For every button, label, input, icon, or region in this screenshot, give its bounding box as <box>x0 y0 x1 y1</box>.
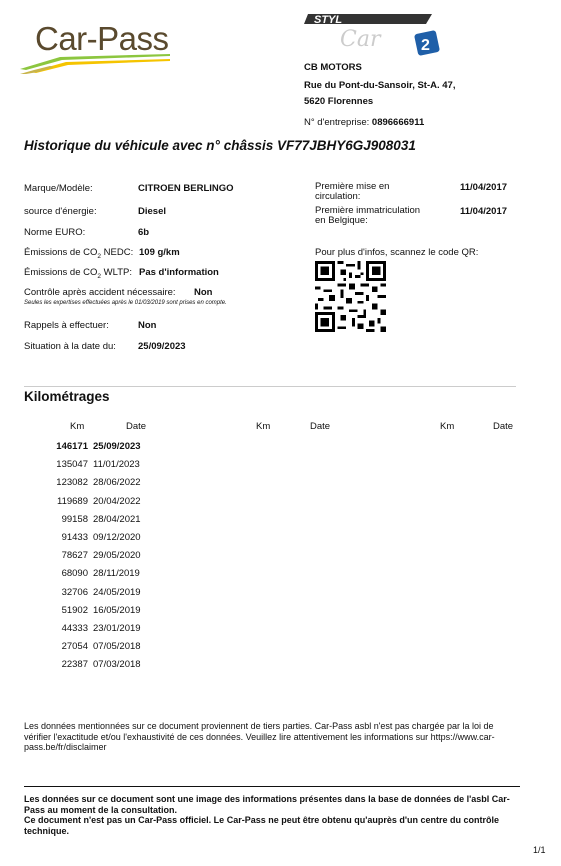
company-registration <box>304 117 424 128</box>
qr-code[interactable] <box>315 261 386 332</box>
row-km: 146171 <box>56 441 88 452</box>
col-header-date-1: Date <box>126 421 147 432</box>
table-row <box>0 441 200 459</box>
disclaimer-official: Ce document n'est pas un Car-Pass officiel. Le Car-Pass ne peut être obtenu qu'auprès d'un centre du contrôle technique. <box>24 815 500 836</box>
col-header-date-2: Date <box>310 421 331 432</box>
situation-label: Situation à la date du: <box>24 341 116 352</box>
col-header-date-3: Date <box>493 421 514 432</box>
row-km: 44333 <box>61 623 88 634</box>
rappels-label: Rappels à effectuer: <box>24 320 109 331</box>
premiere-immat-value: 11/04/2017 <box>460 206 508 217</box>
nedc-label-sub: 2 <box>97 252 102 260</box>
svg-text:STYL: STYL <box>314 14 343 26</box>
row-date: 28/11/2019 <box>93 568 140 580</box>
premiere-mise-value: 11/04/2017 <box>460 182 508 193</box>
table-row <box>0 641 200 659</box>
row-date: 07/05/2018 <box>93 641 141 653</box>
table-row <box>0 568 200 586</box>
row-km: 78627 <box>61 550 88 562</box>
table-row <box>0 496 200 514</box>
controle-value: Non <box>194 287 213 298</box>
company-reg-label: N° d'entreprise: <box>304 117 370 128</box>
kilometrages-title: Kilométrages <box>24 389 110 404</box>
row-date: 28/04/2021 <box>93 513 141 525</box>
qr-label: Pour plus d'infos, scannez le code QR: <box>315 247 479 258</box>
row-km: 68090 <box>61 568 88 580</box>
nedc-value: 109 g/km <box>139 247 180 258</box>
table-row <box>0 532 200 550</box>
company-name: CB MOTORS <box>304 62 362 73</box>
row-date: 28/06/2022 <box>93 477 141 489</box>
controle-note: Seules les expertises effectuées après le 01/03/2019 sont prises en compte. <box>24 300 227 306</box>
row-km: 99158 <box>61 513 88 525</box>
table-row <box>0 459 200 477</box>
row-date: 16/05/2019 <box>93 604 141 616</box>
page-title: Historique du véhicule avec n° châssis VF77JBHY6GJ908031 <box>24 138 416 153</box>
euro-label: Norme EURO: <box>24 227 86 238</box>
disclaimer-database: Les données sur ce document sont une image des informations présentes dans la base de données de l'asbl Car-Pass au moment de la consultation. <box>24 794 510 815</box>
premiere-mise-label-line-2: circulation: <box>315 191 361 202</box>
premiere-mise-label-line-1: Première mise en <box>315 181 390 192</box>
row-km: 91433 <box>61 532 88 543</box>
section-divider <box>24 386 516 387</box>
row-date: 20/04/2022 <box>93 495 141 507</box>
table-row <box>0 514 200 532</box>
row-km: 119689 <box>57 495 88 507</box>
company-address-line-2: 5620 Florennes <box>304 96 374 107</box>
marque-label: Marque/Modèle: <box>24 183 93 194</box>
company-address-line-1: Rue du Pont-du-Sansoir, St-A. 47, <box>304 80 456 91</box>
row-date: 09/12/2020 <box>93 532 141 543</box>
styl-car-logo-icon <box>300 12 450 56</box>
row-date: 11/01/2023 <box>93 459 140 471</box>
wltp-label <box>24 267 132 280</box>
table-row <box>0 659 200 677</box>
premiere-immat-label-line-2: en Belgique: <box>315 215 368 226</box>
nedc-label-pre: Émissions de CO <box>24 247 98 258</box>
nedc-label-post: NEDC: <box>101 247 134 258</box>
table-row <box>0 477 200 495</box>
row-date: 29/05/2020 <box>93 550 141 562</box>
row-km: 32706 <box>61 586 88 598</box>
row-km: 22387 <box>61 659 88 671</box>
svg-text:Car: Car <box>340 27 381 52</box>
premiere-immat-label <box>315 206 420 226</box>
row-km: 135047 <box>56 459 88 471</box>
energie-value: Diesel <box>138 206 166 217</box>
nedc-label <box>24 247 133 260</box>
marque-value: CITROEN BERLINGO <box>138 183 234 194</box>
carpass-logo-text: Car-Pass <box>35 20 169 57</box>
svg-text:2: 2 <box>421 37 430 54</box>
row-date: 24/05/2019 <box>93 586 141 598</box>
table-row <box>0 550 200 568</box>
rappels-value: Non <box>138 320 157 331</box>
wltp-label-post: WLTP: <box>101 267 132 278</box>
col-header-km-2: Km <box>256 421 271 432</box>
energie-label: source d'énergie: <box>24 206 97 217</box>
euro-value: 6b <box>138 227 150 238</box>
wltp-value: Pas d'information <box>139 267 219 278</box>
premiere-immat-label-line-1: Première immatriculation <box>315 205 421 216</box>
table-row <box>0 623 200 641</box>
table-row <box>0 587 200 605</box>
page-number: 1/1 <box>533 845 546 855</box>
disclaimer-divider <box>24 786 520 787</box>
carpass-stripes-icon <box>20 14 190 74</box>
table-row <box>0 605 200 623</box>
col-header-km-3: Km <box>440 421 455 432</box>
premiere-mise-label <box>315 182 389 202</box>
situation-value: 25/09/2023 <box>138 341 186 352</box>
col-header-km-1: Km <box>70 421 85 432</box>
carpass-logo <box>20 14 190 74</box>
row-km: 51902 <box>61 604 88 616</box>
wltp-label-sub: 2 <box>97 272 102 280</box>
row-date: 07/03/2018 <box>93 659 141 671</box>
dealer-logo <box>300 12 450 56</box>
qr-code-icon <box>315 261 386 332</box>
row-km: 123082 <box>56 477 88 489</box>
wltp-label-pre: Émissions de CO <box>24 267 98 278</box>
row-km: 27054 <box>61 641 88 653</box>
controle-label: Contrôle après accident nécessaire: <box>24 287 176 298</box>
company-reg-value: 0896666911 <box>371 117 425 128</box>
row-date: 23/01/2019 <box>93 623 141 634</box>
disclaimer-sources: Les données mentionnées sur ce document proviennent de tiers parties. Car-Pass asbl n'est pas chargée par la loi de vérifier l'exactitude et/ou l'exhaustivité de ces données. Veuillez lire attentivement les informations sur https://www.car-pass.be/fr/disclaimer <box>24 721 495 752</box>
row-date: 25/09/2023 <box>93 441 141 452</box>
